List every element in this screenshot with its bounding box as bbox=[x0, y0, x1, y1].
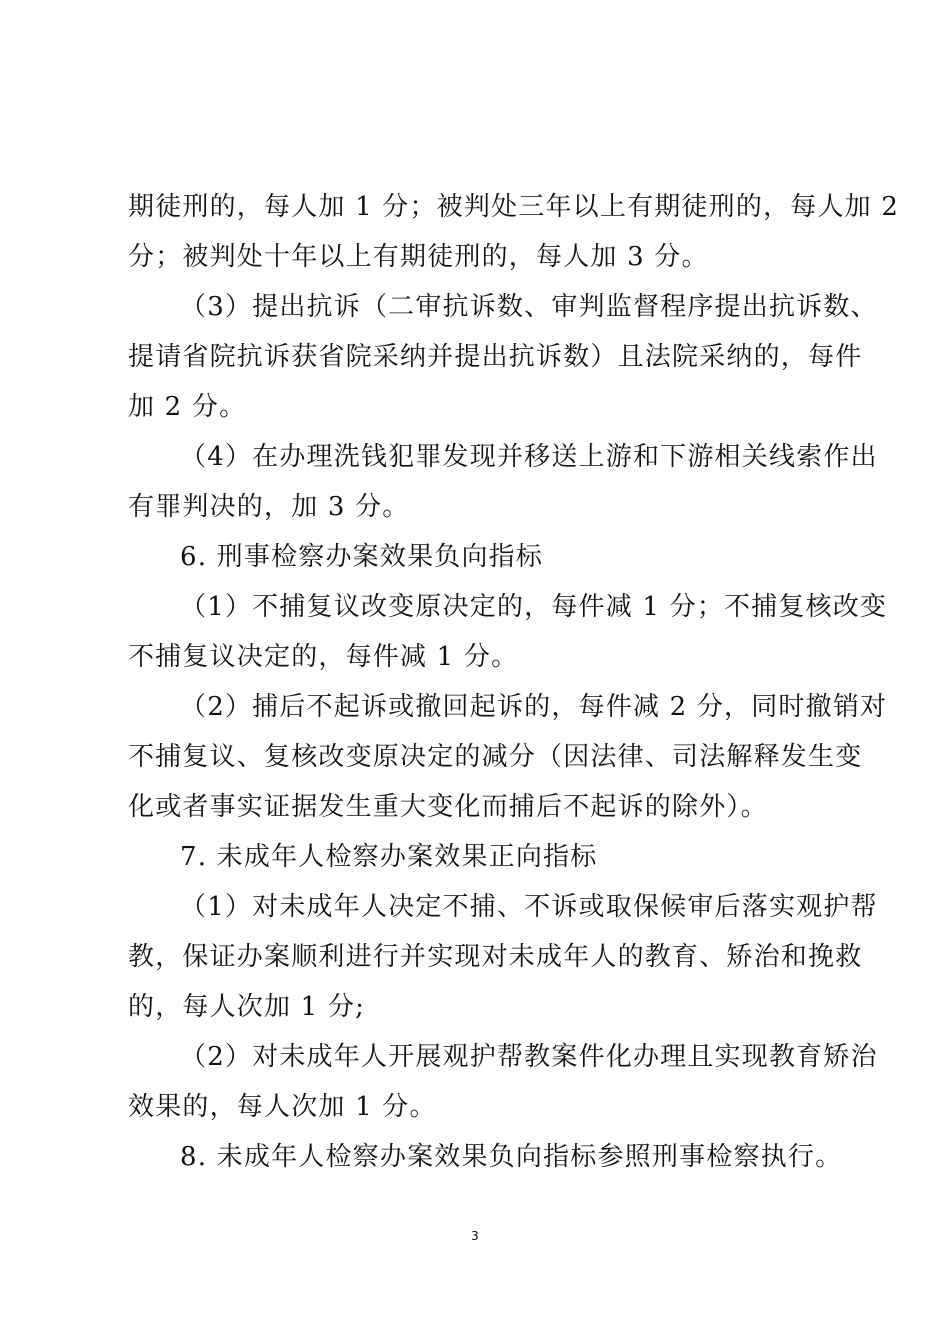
text-line: 教，保证办案顺利进行并实现对未成年人的教育、矫治和挽救 bbox=[128, 942, 863, 972]
page-number: 3 bbox=[471, 1229, 479, 1243]
text-line: （2）对未成年人开展观护帮教案件化办理且实现教育矫治 bbox=[180, 1042, 878, 1072]
section-heading: 8. 未成年人检察办案效果负向指标参照刑事检察执行。 bbox=[180, 1142, 843, 1172]
text-line: （1）不捕复议改变原决定的，每件减 1 分；不捕复核改变 bbox=[180, 592, 888, 622]
text-line: 不捕复议、复核改变原决定的减分（因法律、司法解释发生变 bbox=[128, 742, 863, 772]
text-line: 不捕复议决定的，每件减 1 分。 bbox=[128, 642, 519, 672]
text-line: 的，每人次加 1 分; bbox=[128, 992, 366, 1022]
text-line: （3）提出抗诉（二审抗诉数、审判监督程序提出抗诉数、 bbox=[180, 292, 878, 322]
text-line: （4）在办理洗钱犯罪发现并移送上游和下游相关线索作出 bbox=[180, 442, 878, 472]
text-line: （2）捕后不起诉或撤回起诉的，每件减 2 分，同时撤销对 bbox=[180, 692, 888, 722]
text-line: 加 2 分。 bbox=[128, 392, 247, 422]
text-line: 有罪判决的，加 3 分。 bbox=[128, 492, 410, 522]
text-line: 化或者事实证据发生重大变化而捕后不起诉的除外）。 bbox=[128, 792, 768, 822]
text-line: 期徒刑的，每人加 1 分；被判处三年以上有期徒刑的，每人加 2 bbox=[128, 192, 900, 222]
section-heading: 7. 未成年人检察办案效果正向指标 bbox=[180, 842, 598, 872]
text-line: （1）对未成年人决定不捕、不诉或取保候审后落实观护帮 bbox=[180, 892, 878, 922]
text-line: 效果的，每人次加 1 分。 bbox=[128, 1092, 437, 1122]
section-heading: 6. 刑事检察办案效果负向指标 bbox=[180, 542, 544, 572]
text-line: 分；被判处十年以上有期徒刑的，每人加 3 分。 bbox=[128, 242, 709, 272]
text-line: 提请省院抗诉获省院采纳并提出抗诉数）且法院采纳的，每件 bbox=[128, 342, 863, 372]
